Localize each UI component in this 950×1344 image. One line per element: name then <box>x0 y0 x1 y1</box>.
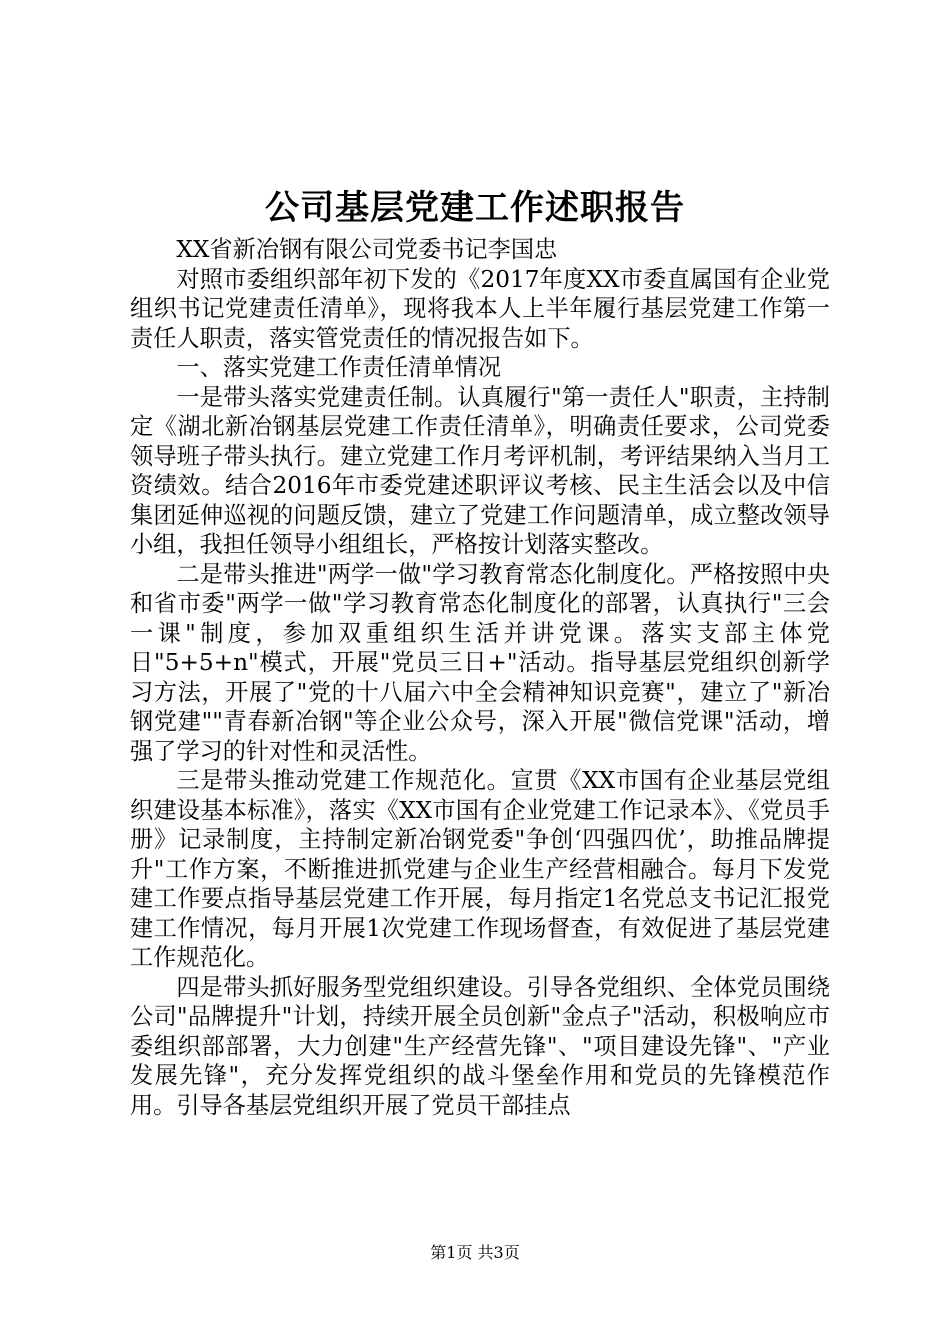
paragraph-item-4: 四是带头抓好服务型党组织建设。引导各党组织、全体党员围绕公司"品牌提升"计划，持续开展全员创新"金点子"活动，积极响应市委组织部部署，大力创建"生产经营先锋"、"项目建设先锋"、"产业发展先锋"，充分发挥党组织的战斗堡垒作用和党员的先锋模范作用。引导各基层党组织开展了党员干部挂点 <box>130 973 830 1119</box>
document-body <box>130 235 830 1120</box>
paragraph-intro: 对照市委组织部年初下发的《2017年度XX市委直属国有企业党组织书记党建责任清单》，现将我本人上半年履行基层党建工作第一责任人职责，落实管党责任的情况报告如下。 <box>130 265 830 352</box>
page-footer: 第1页 共3页 <box>430 1243 520 1262</box>
paragraph-item-2: 二是带头推进"两学一做"学习教育常态化制度化。严格按照中央和省市委"两学一做"学习教育常态化制度化的部署，认真执行"三会一课"制度，参加双重组织生活并讲党课。落实支部主体党日"5+5+n"模式，开展"党员三日+"活动。指导基层党组织创新学习方法，开展了"党的十八届六中全会精神知识竞赛"，建立了"新冶钢党建""青春新冶钢"等企业公众号，深入开展"微信党课"活动，增强了学习的针对性和灵活性。 <box>130 560 830 765</box>
document-title: 公司基层党建工作述职报告 <box>265 188 685 228</box>
section-heading: 一、落实党建工作责任清单情况 <box>176 354 502 381</box>
author-line: XX省新冶钢有限公司党委书记李国忠 <box>176 236 558 263</box>
paragraph-item-1: 一是带头落实党建责任制。认真履行"第一责任人"职责，主持制定《湖北新冶钢基层党建工作责任清单》，明确责任要求，公司党委领导班子带头执行。建立党建工作月考评机制，考评结果纳入当月工资绩效。结合2016年市委党建述职评议考核、民主生活会以及中信集团延伸巡视的问题反馈，建立了党建工作问题清单，成立整改领导小组，我担任领导小组组长，严格按计划落实整改。 <box>130 383 830 558</box>
paragraph-item-3: 三是带头推动党建工作规范化。宣贯《XX市国有企业基层党组织建设基本标准》，落实《XX市国有企业党建工作记录本》、《党员手册》记录制度，主持制定新冶钢党委"争创‘四强四优’，助推品牌提升"工作方案，不断推进抓党建与企业生产经营相融合。每月下发党建工作要点指导基层党建工作开展，每月指定1名党总支书记汇报党建工作情况，每月开展1次党建工作现场督查，有效促进了基层党建工作规范化。 <box>130 767 830 971</box>
